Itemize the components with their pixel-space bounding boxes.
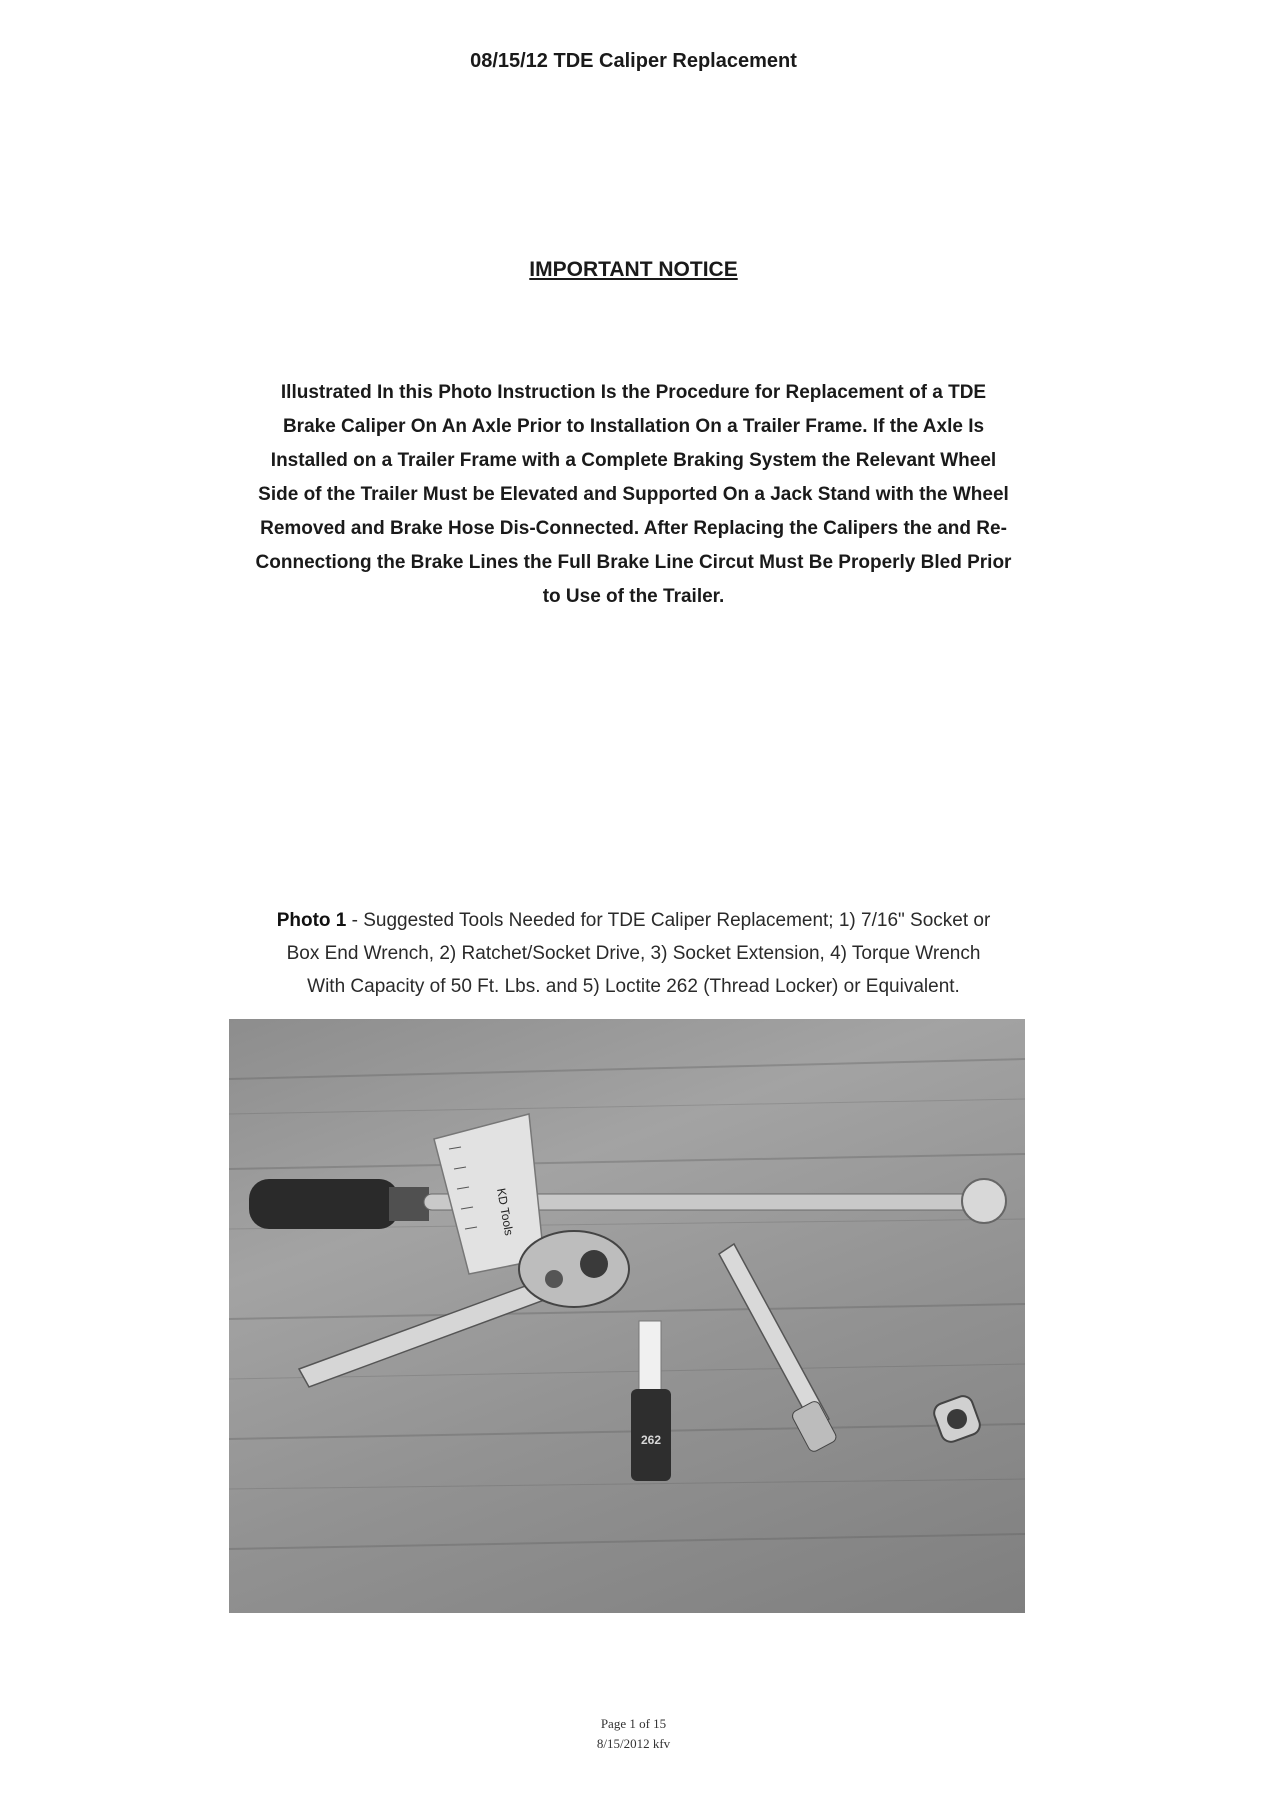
footer-date: 8/15/2012 kfv — [596, 1736, 671, 1751]
loctite-bottle — [631, 1321, 671, 1481]
notice-line: Illustrated In this Photo Instruction Is the Procedure for Replacement of a TDE — [280, 382, 987, 403]
notice-line: to Use of the Trailer. — [542, 586, 725, 607]
important-notice-heading: IMPORTANT NOTICE — [529, 258, 738, 281]
notice-line: Removed and Brake Hose Dis-Connected. After Replacing the Calipers the and Re- — [260, 518, 1007, 539]
notice-line: Connectiong the Brake Lines the Full Brake Line Circut Must Be Properly Bled Prior — [255, 552, 1012, 573]
wood-surface — [229, 1059, 1025, 1549]
notice-line: Side of the Trailer Must be Elevated and Supported On a Jack Stand with the Wheel — [258, 484, 1009, 505]
caption-line: With Capacity of 50 Ft. Lbs. and 5) Loctite 262 (Thread Locker) or Equivalent. — [307, 976, 960, 997]
notice-line: Brake Caliper On An Axle Prior to Installation On a Trailer Frame. If the Axle Is — [282, 416, 985, 437]
tools-photo-illustration — [229, 1019, 1025, 1613]
photo-caption — [226, 904, 1041, 1003]
page-number: Page 1 of 15 — [600, 1716, 667, 1731]
socket-7-16 — [931, 1393, 982, 1444]
loctite-label-text: 262 — [640, 1433, 662, 1447]
caption-line: Box End Wrench, 2) Ratchet/Socket Drive, 3) Socket Extension, 4) Torque Wrench — [286, 943, 981, 964]
caption-line — [226, 904, 1041, 937]
wrench-brand-text: KD Tools — [494, 1187, 517, 1237]
socket-extension — [719, 1244, 838, 1453]
notice-paragraph — [228, 376, 1039, 614]
page-footer — [0, 1714, 1267, 1754]
caption-text: - Suggested Tools Needed for TDE Caliper Replacement; 1) 7/16" Socket or — [346, 910, 991, 931]
tools-photo — [229, 1019, 1025, 1613]
notice-line: Installed on a Trailer Frame with a Complete Braking System the Relevant Wheel — [270, 450, 997, 471]
torque-wrench — [249, 1114, 1006, 1274]
photo-label: Photo 1 — [276, 910, 347, 931]
document-header-title: 08/15/12 TDE Caliper Replacement — [470, 50, 797, 72]
